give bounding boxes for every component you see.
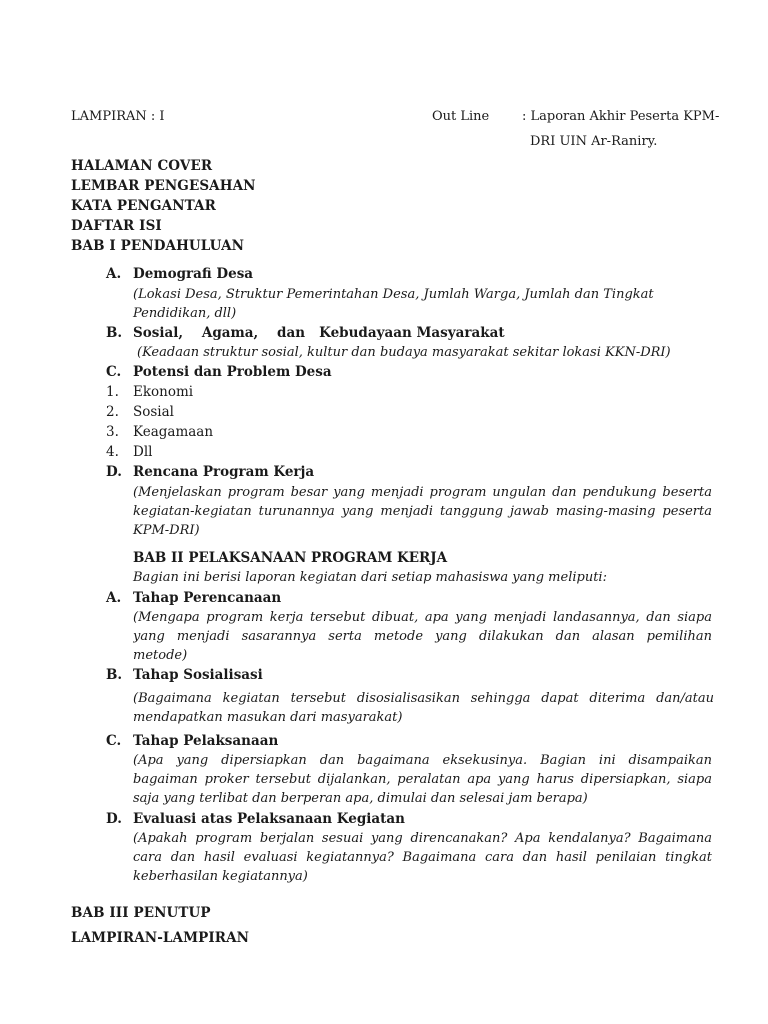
list-number: 1.	[106, 384, 119, 400]
bab2-c-label: C.	[106, 733, 122, 749]
bab1-c-label: C.	[106, 364, 122, 380]
bab2-d-desc-line2: cara dan hasil evaluasi kegiatannya? Bagaimana cara dan hasil penilaian tingkat	[133, 850, 712, 865]
list-item-keagamaan: Keagamaan	[133, 424, 214, 440]
lembar-pengesahan: LEMBAR PENGESAHAN	[71, 178, 256, 194]
bab2-a-label: A.	[106, 590, 122, 606]
bab1-a-label: A.	[106, 266, 122, 282]
outline-value-line2: DRI UIN Ar-Raniry.	[530, 134, 658, 149]
bab2-b-heading: Tahap Sosialisasi	[133, 667, 263, 683]
outline-value-line1: : Laporan Akhir Peserta KPM-	[522, 109, 720, 124]
bab1-b-heading: Sosial, Agama, dan Kebudayaan Masyarakat	[133, 325, 505, 341]
bab2-intro: Bagian ini berisi laporan kegiatan dari setiap mahasiswa yang meliputi:	[133, 570, 607, 585]
bab2-a-heading: Tahap Perencanaan	[133, 590, 282, 606]
bab1-d-desc-line1: (Menjelaskan program besar yang menjadi program ungulan dan pendukung beserta	[133, 485, 712, 500]
bab1-d-desc-line3: KPM-DRI)	[133, 523, 200, 538]
bab3-title: BAB III PENUTUP	[71, 905, 211, 921]
list-number: 3.	[106, 424, 119, 440]
bab1-d-label: D.	[106, 464, 122, 480]
list-number: 2.	[106, 404, 119, 420]
lampiran-label: LAMPIRAN : I	[71, 109, 165, 124]
bab1-a-desc-line2: Pendidikan, dll)	[133, 306, 237, 321]
bab2-a-desc-line3: metode)	[133, 648, 188, 663]
bab1-b-label: B.	[106, 325, 123, 341]
lampiran-lampiran: LAMPIRAN-LAMPIRAN	[71, 930, 250, 946]
halaman-cover: HALAMAN COVER	[71, 158, 213, 174]
bab2-d-label: D.	[106, 811, 122, 827]
bab1-a-heading: Demografi Desa	[133, 266, 254, 282]
bab2-c-desc-line3: saja yang terlibat dan berperan apa, dimulai dan selesai jam berapa)	[133, 791, 588, 806]
bab2-c-desc-line1: (Apa yang dipersiapkan dan bagaimana eksekusinya. Bagian ini disampaikan	[133, 753, 712, 768]
bab2-a-desc-line1: (Mengapa program kerja tersebut dibuat, apa yang menjadi landasannya, dan siapa	[133, 610, 712, 625]
bab1-b-desc: (Keadaan struktur sosial, kultur dan budaya masyarakat sekitar lokasi KKN-DRI)	[137, 345, 671, 360]
bab1-a-desc-line1: (Lokasi Desa, Struktur Pemerintahan Desa, Jumlah Warga, Jumlah dan Tingkat	[133, 287, 654, 302]
bab1-title: BAB I PENDAHULUAN	[71, 238, 245, 254]
bab2-b-desc-line1: (Bagaimana kegiatan tersebut disosialisasikan sehingga dapat diterima dan/atau	[133, 691, 714, 706]
list-number: 4.	[106, 444, 119, 460]
bab1-d-desc-line2: kegiatan-kegiatan turunannya yang menjadi tanggung jawab masing-masing peserta	[133, 504, 712, 519]
bab2-c-desc-line2: bagaiman proker tersebut dijalankan, peralatan apa yang harus dipersiapkan, siapa	[133, 772, 712, 787]
outline-label: Out Line	[432, 109, 490, 124]
bab1-c-heading: Potensi dan Problem Desa	[133, 364, 332, 380]
kata-pengantar: KATA PENGANTAR	[71, 198, 216, 214]
list-item-sosial: Sosial	[133, 404, 174, 420]
bab2-b-label: B.	[106, 667, 123, 683]
bab2-title: BAB II PELAKSANAAN PROGRAM KERJA	[133, 550, 448, 566]
bab1-d-heading: Rencana Program Kerja	[133, 464, 315, 480]
bab2-a-desc-line2: yang menjadi sasarannya serta metode yang dilakukan dan alasan pemilihan	[133, 629, 712, 644]
bab2-d-desc-line3: keberhasilan kegiatannya)	[133, 869, 308, 884]
daftar-isi: DAFTAR ISI	[71, 218, 162, 234]
list-item-ekonomi: Ekonomi	[133, 384, 194, 400]
bab2-c-heading: Tahap Pelaksanaan	[133, 733, 279, 749]
bab2-d-heading: Evaluasi atas Pelaksanaan Kegiatan	[133, 811, 405, 827]
bab2-d-desc-line1: (Apakah program berjalan sesuai yang direncanakan? Apa kendalanya? Bagaimana	[133, 831, 712, 846]
bab2-b-desc-line2: mendapatkan masukan dari masyarakat)	[133, 710, 403, 725]
list-item-dll: Dll	[133, 444, 153, 460]
